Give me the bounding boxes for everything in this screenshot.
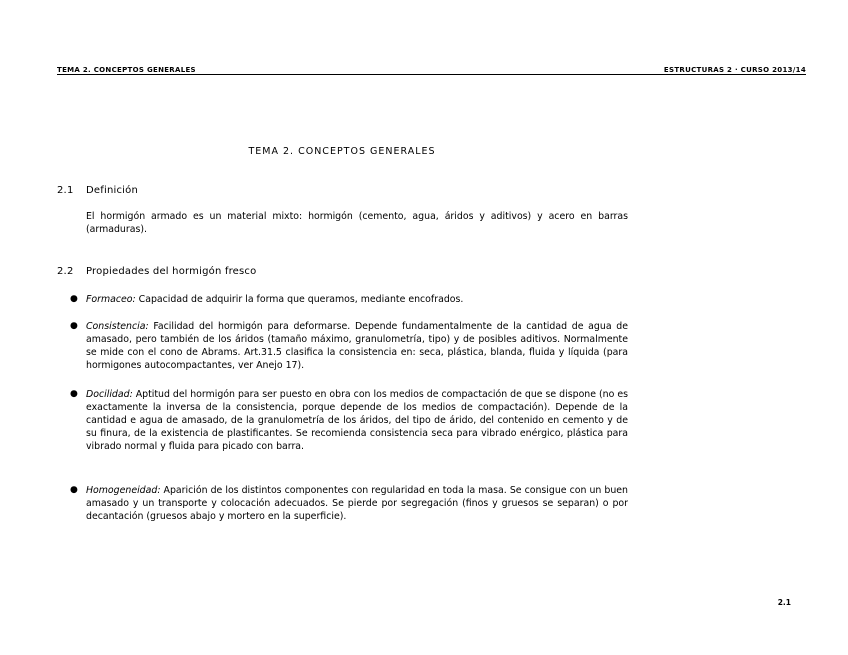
term: Docilidad:	[86, 389, 133, 400]
list-item-consistencia	[70, 320, 628, 372]
list-item-text	[86, 320, 628, 372]
term: Consistencia:	[86, 321, 149, 332]
list-item-docilidad	[70, 388, 628, 453]
section-title: Propiedades del hormigón fresco	[86, 266, 257, 277]
section-number: 2.1	[57, 185, 74, 196]
bullet-icon: ●	[70, 485, 78, 495]
list-item-text	[86, 293, 628, 306]
description: Aptitud del hormigón para ser puesto en obra con los medios de compactación de que se dispone (no es exactamente la inversa de la consistencia, porque depende de los medios de compactación). Depende de la cantidad e agua de amasado, de la granulometría de los áridos, del tipo de árido, del contenido en cemento y de su finura, de la existencia de plastificantes. Se recomienda consistencia seca para vibrado enérgico, plástica para vibrado normal y fluida para picado con barra.	[86, 389, 628, 452]
definition-paragraph: El hormigón armado es un material mixto: hormigón (cemento, agua, áridos y aditivos) y acero en barras (armaduras).	[86, 211, 628, 235]
list-item-text	[86, 484, 628, 523]
header-rule	[57, 74, 806, 75]
bullet-icon: ●	[70, 294, 78, 304]
term: Homogeneidad:	[86, 485, 161, 496]
running-header-right: ESTRUCTURAS 2 · CURSO 2013/14	[663, 66, 806, 74]
list-item-text	[86, 388, 628, 453]
bullet-icon: ●	[70, 321, 78, 331]
section-heading-propiedades	[57, 266, 256, 277]
description: Capacidad de adquirir la forma que queramos, mediante encofrados.	[135, 294, 464, 305]
list-item-homogeneidad	[70, 484, 628, 523]
description: Facilidad del hormigón para deformarse. Depende fundamentalmente de la cantidad de agua de amasado, pero también de los áridos (tamaño máximo, granulometría, tipo) y de posibles aditivos. Normalmente se mide con el cono de Abrams. Art.31.5 clasifica la consistencia en: seca, plástica, blanda, fluida y líquida (para hormigones autocompactantes, ver Anejo 17).	[86, 321, 628, 371]
term: Formaceo:	[86, 294, 136, 305]
page-number: 2.1	[777, 598, 791, 607]
section-heading-definicion	[57, 185, 138, 196]
section-title: Definición	[86, 185, 138, 196]
bullet-icon: ●	[70, 389, 78, 399]
description: Aparición de los distintos componentes con regularidad en toda la masa. Se consigue con un buen amasado y un transporte y colocación adecuados. Se pierde por segregación (finos y gruesos se separan) o por decantación (gruesos abajo y mortero en la superficie).	[86, 485, 628, 522]
list-item-formaceo	[70, 293, 628, 306]
running-header-left: TEMA 2. CONCEPTOS GENERALES	[57, 66, 196, 74]
document-title: TEMA 2. CONCEPTOS GENERALES	[248, 146, 436, 157]
section-number: 2.2	[57, 266, 74, 277]
